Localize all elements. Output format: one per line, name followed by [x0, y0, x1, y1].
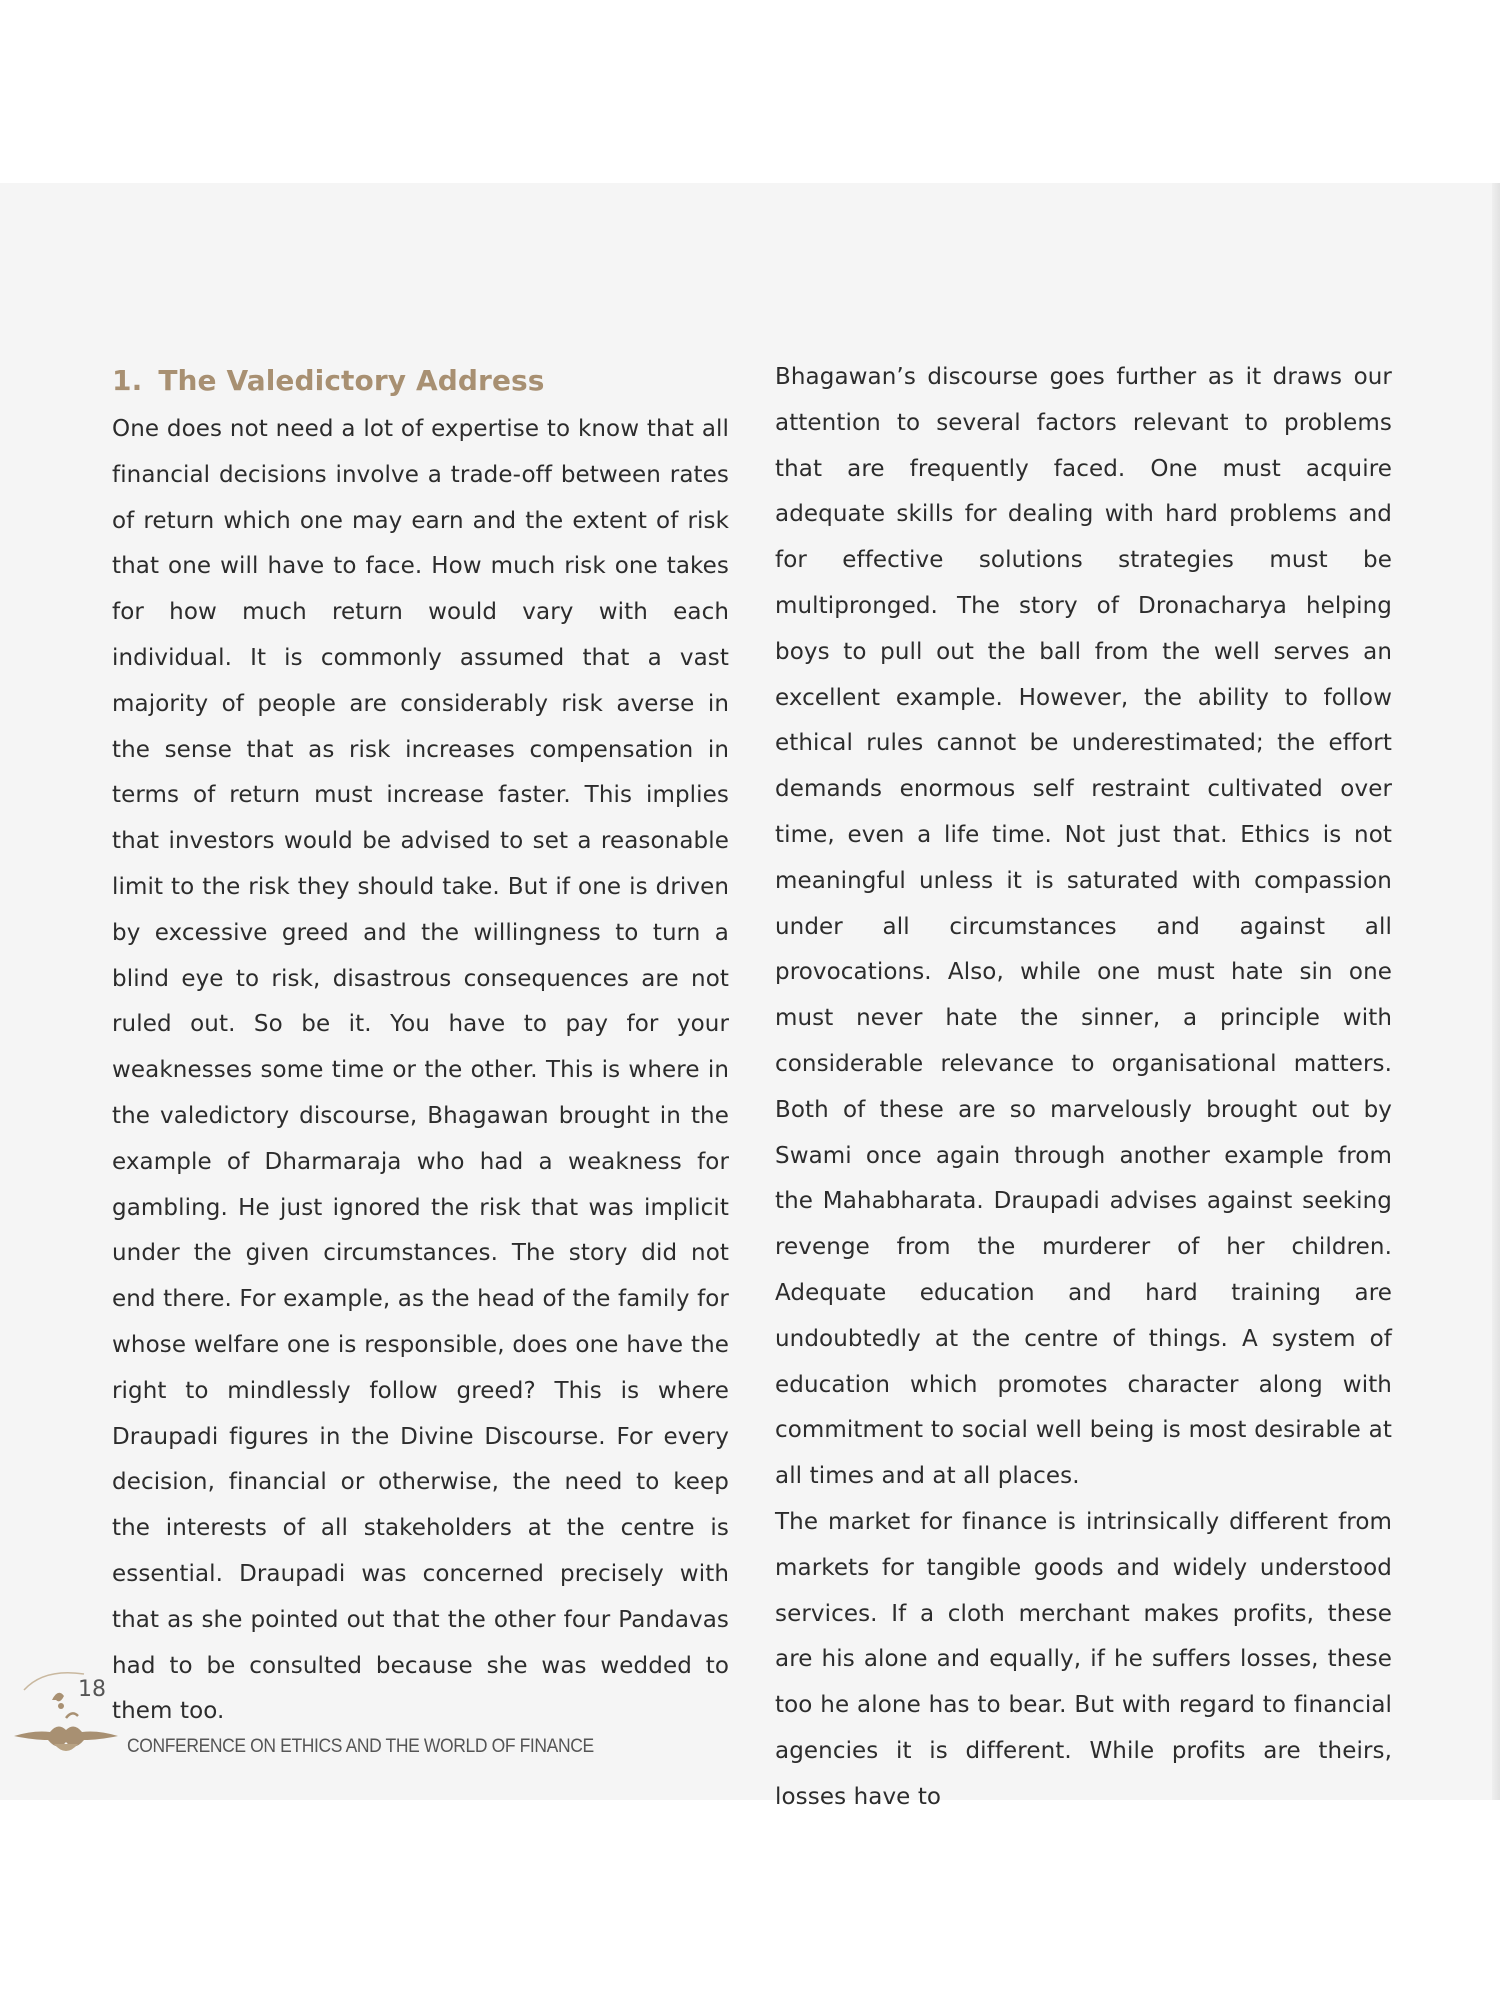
page-number: 18: [78, 1677, 106, 1702]
left-column: [112, 355, 729, 1735]
right-paragraph-1: Bhagawan’s discourse goes further as it draws our attention to several factors relevant to problems that are frequently faced. One must acquire adequate skills for dealing with hard problems and for effective solutions strategies must be multipronged. The story of Dronacharya helping boys to pull out the ball from the well serves an excellent example. However, the ability to follow ethical rules cannot be underestimated; the effort demands enormous self restraint cultivated over time, even a life time. Not just that. Ethics is not meaningful unless it is saturated with compassion under all circumstances and against all provocations. Also, while one must hate sin one must never hate the sinner, a principle with considerable relevance to organisational matters. Both of these are so marvelously brought out by Swami once again through another example from the Mahabharata. Draupadi advises against seeking revenge from the murderer of her children. Adequate education and hard training are undoubtedly at the centre of things. A system of education which promotes character along with commitment to social well being is most desirable at all times and at all places.: [775, 364, 1392, 1490]
running-footer-title: CONFERENCE ON ETHICS AND THE WORLD OF FINANCE: [127, 1736, 594, 1757]
right-paragraph-2: The market for finance is intrinsically different from markets for tangible goods and widely understood services. If a cloth merchant makes profits, these are his alone and equally, if he suffers losses, these too he alone has to bear. But with regard to financial agencies it is different. While profits are theirs, losses have to: [775, 1508, 1392, 1810]
section-heading: [112, 355, 729, 407]
left-paragraph: One does not need a lot of expertise to know that all financial decisions involve a trade-off between rates of return which one may earn and the extent of risk that one will have to face. How much risk one takes for how much return would vary with each individual. It is commonly assumed that a vast majority of people are considerably risk averse in the sense that as risk increases compensation in terms of return must increase faster. This implies that investors would be advised to set a reasonable limit to the risk they should take. But if one is driven by excessive greed and the willingness to turn a blind eye to risk, disastrous consequences are not ruled out. So be it. You have to pay for your weaknesses some time or the other. This is where in the valedictory discourse, Bhagawan brought in the example of Dharmaraja who had a weakness for gambling. He just ignored the risk that was implicit under the given circumstances. The story did not end there. For example, as the head of the family for whose welfare one is responsible, does one have the right to mindlessly follow greed? This is where Draupadi figures in the Divine Discourse. For every decision, financial or otherwise, the need to keep the interests of all stakeholders at the centre is essential. Draupadi was concerned precisely with that as she pointed out that the other four Pandavas had to be consulted because she was wedded to them too.: [112, 416, 729, 1725]
section-number: 1.: [112, 364, 143, 397]
page-edge-shadow: [1492, 183, 1500, 1800]
right-column: [775, 355, 1392, 1821]
section-title: The Valedictory Address: [158, 364, 545, 397]
lotus-lamp-icon: [14, 1660, 126, 1770]
